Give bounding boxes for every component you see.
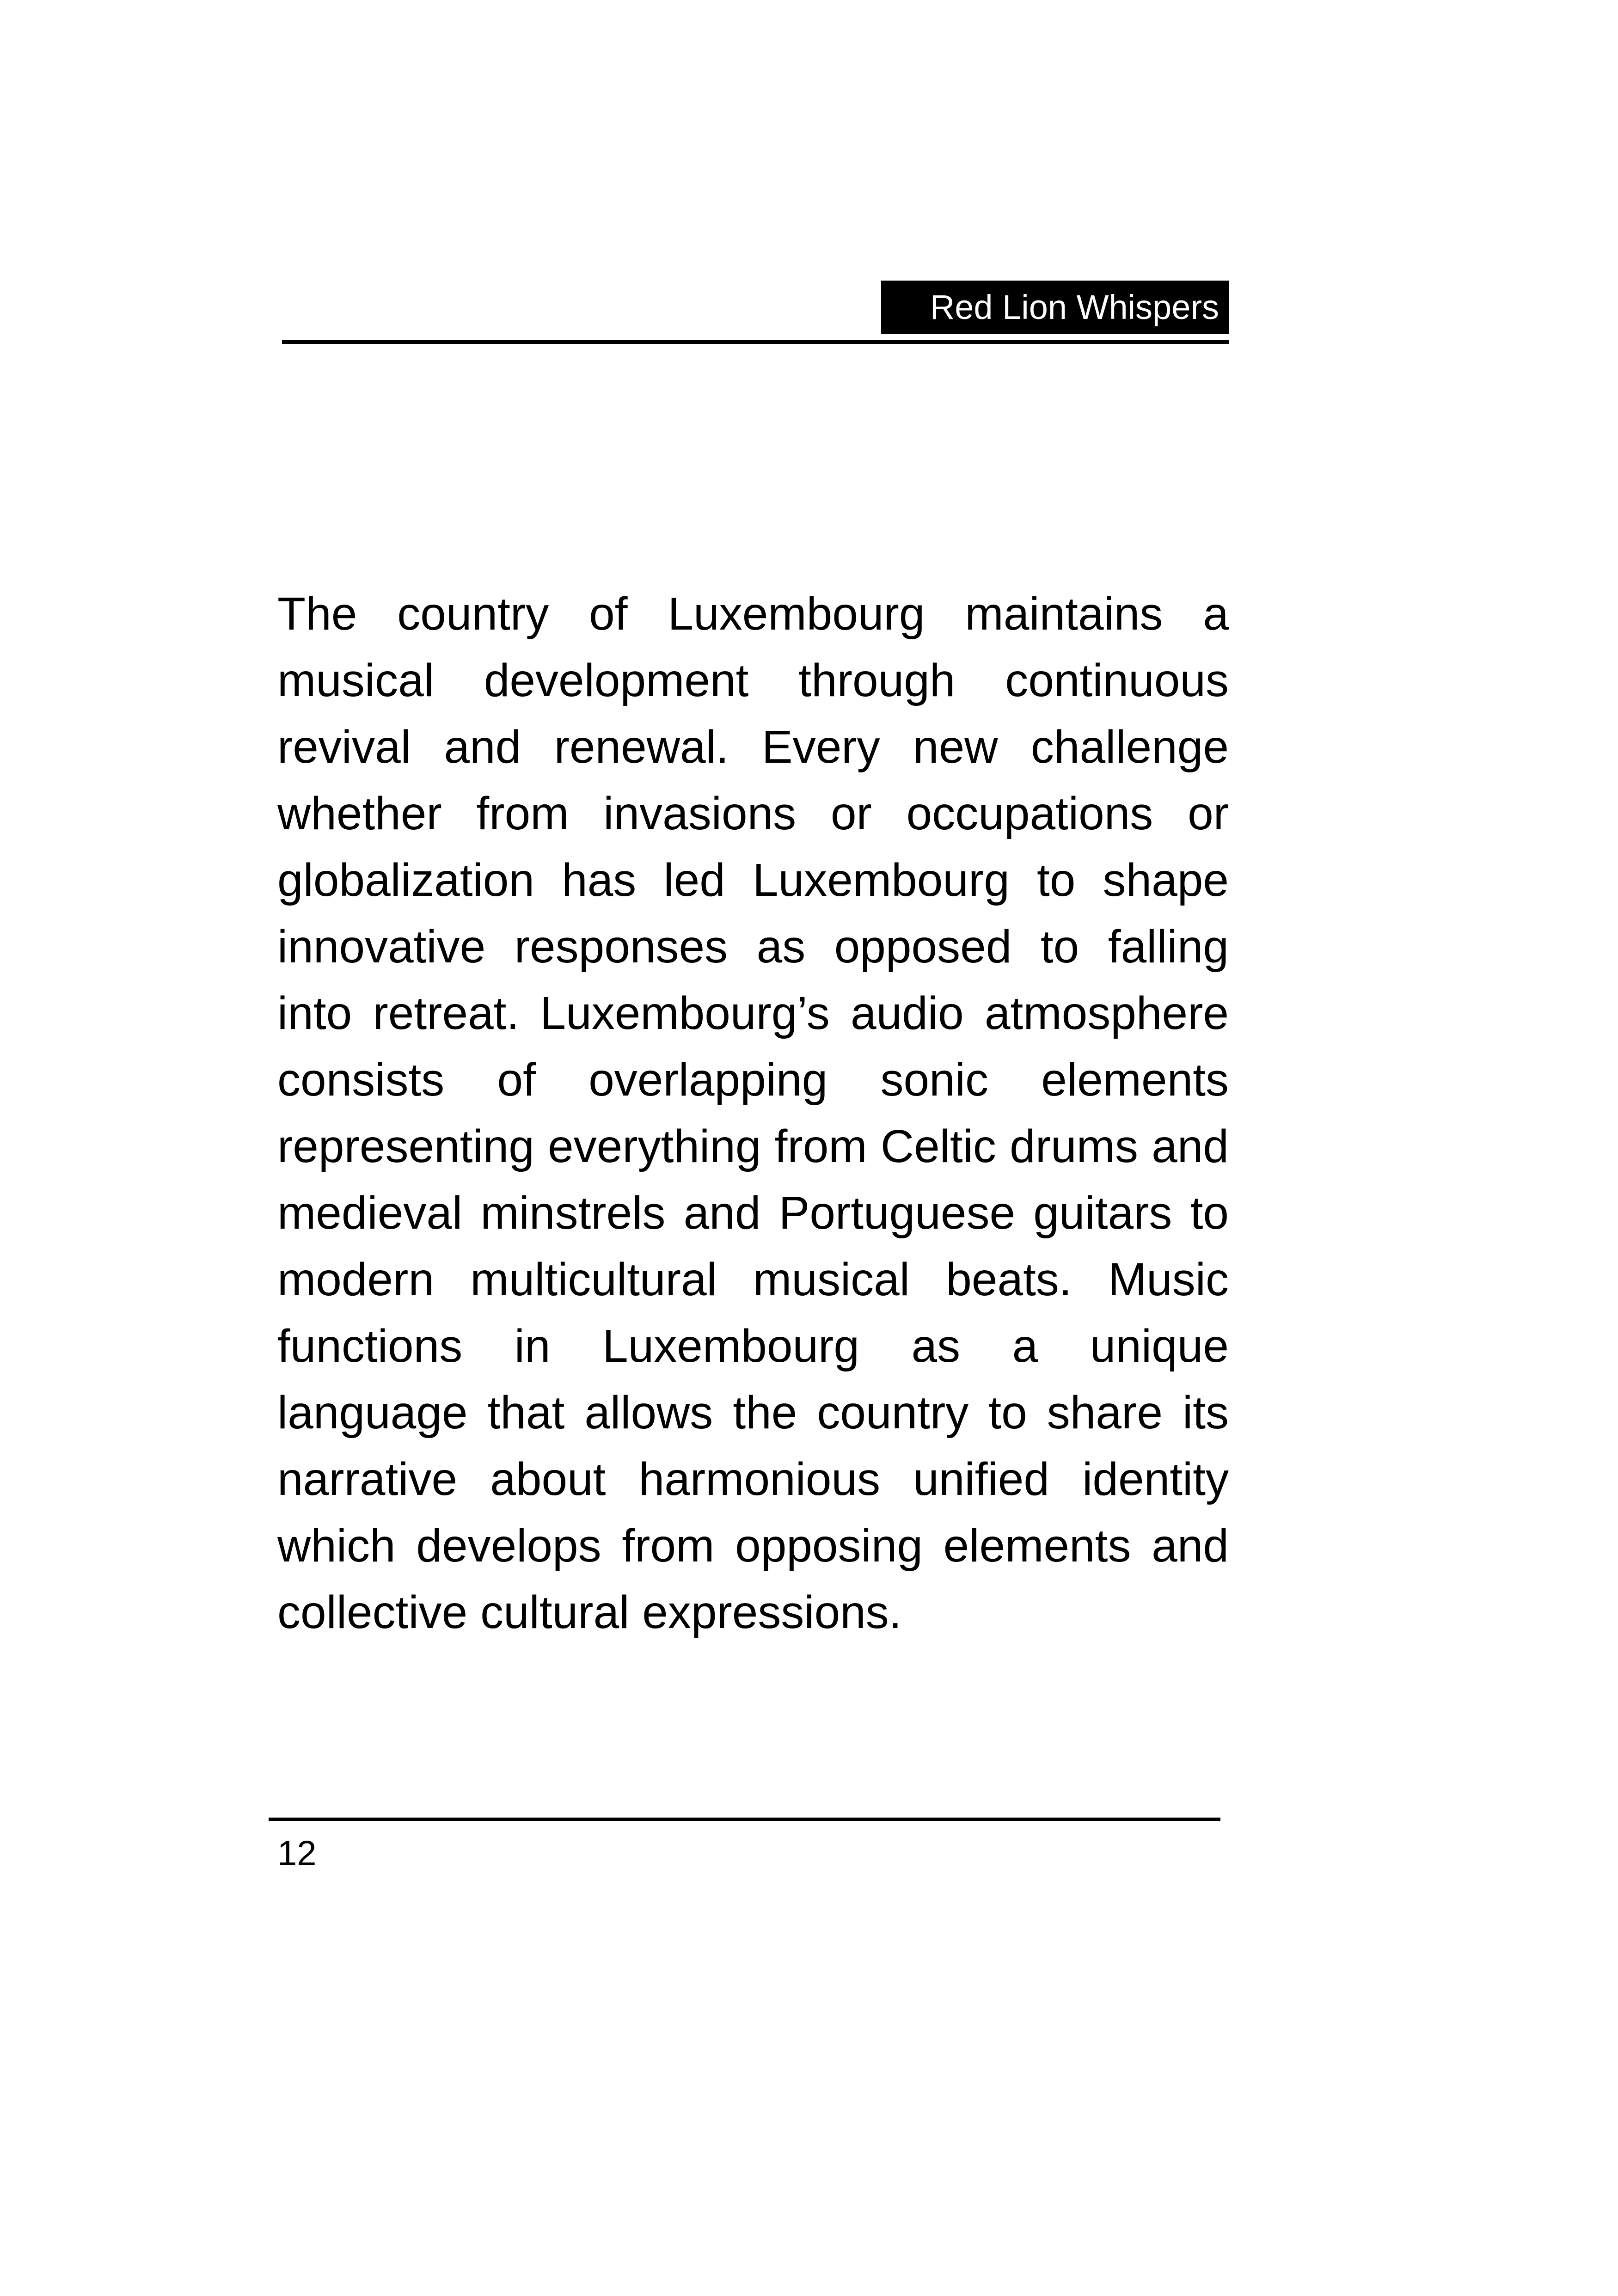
footer-rule [269,1818,1220,1821]
header-rule [282,340,1229,344]
page-number: 12 [277,1834,317,1873]
body-paragraph: The country of Luxembourg maintains a musical development through continuous revival and renewal. Every new challenge whether from invasions or occupations or globalization has led Luxembourg to shape innovative responses as opposed to falling into retreat. Luxembourg’s audio atmosphere consists of overlapping sonic elements representing everything from Celtic drums and medieval minstrels and Portuguese guitars to modern multicultural musical beats. Music functions in Luxembourg as a unique language that allows the country to share its narrative about harmonious unified identity which develops from opposing elements and collective cultural expressions. [277,588,1229,1638]
running-header-title: Red Lion Whispers [881,281,1229,334]
